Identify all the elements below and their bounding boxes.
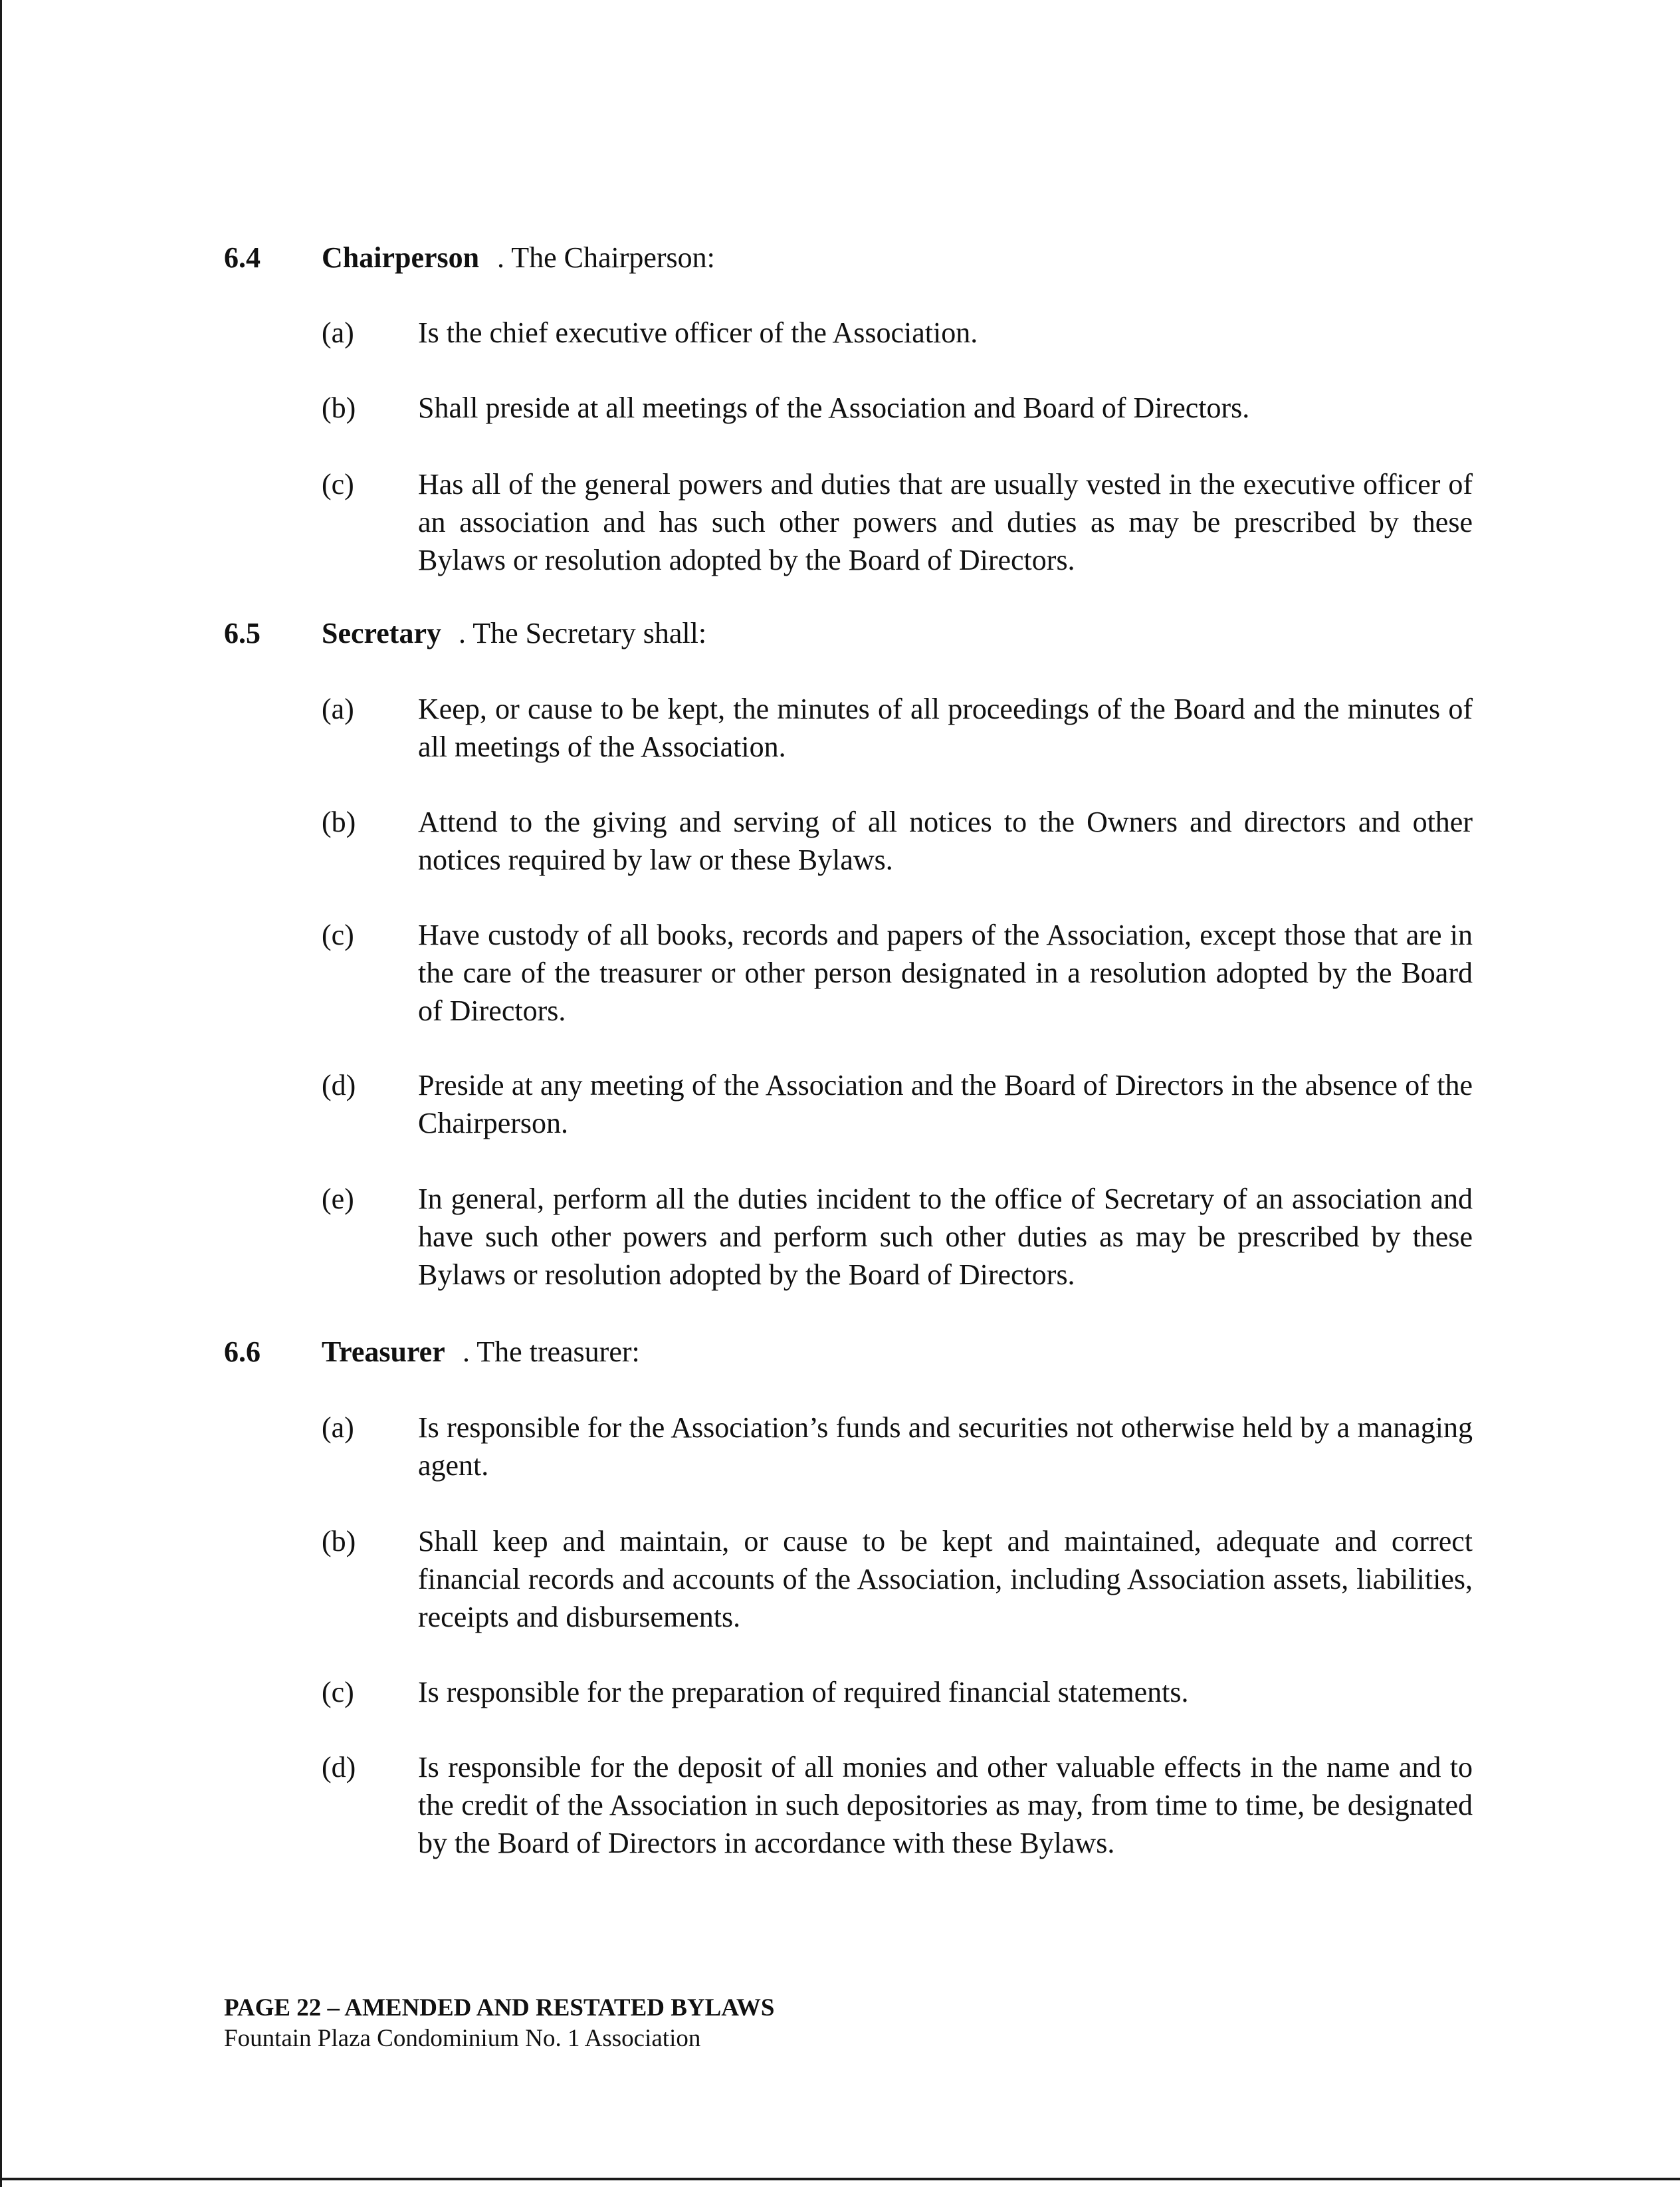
item-text: Has all of the general powers and duties that are usually vested in the executive officer of an association and has such other powers and duties as may be prescribed by these Bylaws or resolution adopted by the Board of Directors. (418, 468, 1473, 576)
item-label: (c) (322, 919, 354, 951)
item-label: (d) (322, 1751, 356, 1784)
item-text: Is responsible for the preparation of required financial statements. (418, 1676, 1189, 1708)
item-label: (b) (322, 392, 356, 424)
item-text: Is responsible for the deposit of all monies and other valuable effects in the name and to the credit of the Association in such depositories as may, from time to time, be designated by the Board of Directors in accordance with these Bylaws. (418, 1751, 1473, 1859)
item-text: Attend to the giving and serving of all notices to the Owners and directors and other notices required by law or these Bylaws. (418, 806, 1473, 876)
section-title: Treasurer (322, 1335, 445, 1368)
item-text: Shall preside at all meetings of the Association and Board of Directors. (418, 392, 1250, 424)
item-label: (a) (322, 693, 354, 725)
item-label: (b) (322, 806, 356, 838)
section-intro: . The treasurer: (463, 1335, 640, 1368)
section-number: 6.4 (224, 241, 261, 274)
item-label: (a) (322, 316, 354, 349)
footer-title: PAGE 22 – AMENDED AND RESTATED BYLAWS (224, 1994, 775, 2021)
section-title: Chairperson (322, 241, 480, 274)
scan-edge-left (0, 0, 2, 2187)
section-intro: . The Chairperson: (497, 241, 715, 274)
item-text: Is responsible for the Association’s funds and securities not otherwise held by a managing agent. (418, 1411, 1473, 1482)
section-title: Secretary (322, 617, 441, 649)
section-intro: . The Secretary shall: (459, 617, 707, 649)
item-text: Is the chief executive officer of the Association. (418, 316, 978, 349)
section-number: 6.5 (224, 617, 261, 649)
item-label: (e) (322, 1183, 354, 1215)
item-label: (c) (322, 468, 354, 501)
item-label: (a) (322, 1411, 354, 1444)
item-text: Have custody of all books, records and papers of the Association, except those that are in the care of the treasurer or other person designated in a resolution adopted by the Board of Directors. (418, 919, 1473, 1027)
item-label: (d) (322, 1069, 356, 1101)
item-text: Shall keep and maintain, or cause to be kept and maintained, adequate and correct financial records and accounts of the Association, including Association assets, liabilities, receipts and disbursements. (418, 1525, 1473, 1633)
item-text: Keep, or cause to be kept, the minutes of all proceedings of the Board and the minutes of all meetings of the Association. (418, 693, 1473, 763)
footer-subtitle: Fountain Plaza Condominium No. 1 Association (224, 2025, 701, 2052)
item-text: Preside at any meeting of the Association and the Board of Directors in the absence of the Chairperson. (418, 1069, 1473, 1139)
item-label: (b) (322, 1525, 356, 1557)
item-text: In general, perform all the duties incident to the office of Secretary of an association and have such other powers and perform such other duties as may be prescribed by these Bylaws or resolution adopted by the Board of Directors. (418, 1183, 1473, 1291)
item-label: (c) (322, 1676, 354, 1708)
scan-edge-bottom (0, 2178, 1680, 2180)
section-number: 6.6 (224, 1335, 261, 1368)
